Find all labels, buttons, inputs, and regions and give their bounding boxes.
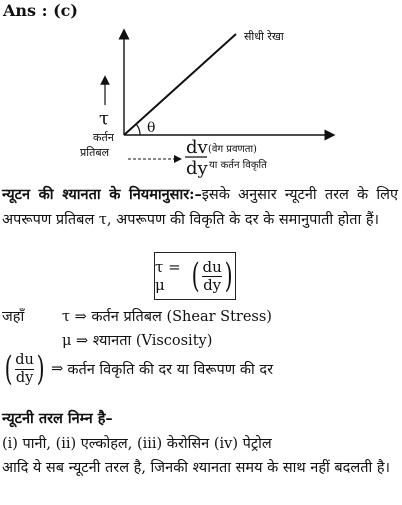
formula-den: dy xyxy=(203,275,222,294)
angle-label: θ xyxy=(147,120,156,136)
x-frac-num: dv xyxy=(186,137,208,158)
definition-mu: μ ⇒ श्यानता (Viscosity) xyxy=(62,333,213,349)
rate-fraction: $\frac{du}{dy}$ xyxy=(15,351,34,386)
line-label: सीधी रेखा xyxy=(244,30,284,43)
tau-symbol: τ xyxy=(99,108,109,129)
rate-text: कर्तन विकृति की दर या विरूपण की दर xyxy=(67,362,274,378)
newton-heading: न्यूटन की श्यानता के नियमानुसार:– xyxy=(2,186,202,203)
answer-label: Ans : (c) xyxy=(3,1,78,20)
y-label-line2: प्रतिबल xyxy=(80,146,110,159)
newton-text: इसके अनुसार न्यूटनी तरल के लिए अपरूपण प्रतिबल τ, अपरूपण की विकृति के दर के समानुपाती होता हैं। xyxy=(2,187,398,228)
formula-fraction xyxy=(202,257,222,294)
definition-tau: τ ⇒ कर्तन प्रतिबल (Shear Stress) xyxy=(62,309,272,325)
straight-line xyxy=(124,34,236,135)
y-label-line1: कर्तन xyxy=(93,131,114,144)
formula-lhs: τ = μ xyxy=(155,258,181,294)
fluids-heading: न्यूटनी तरल निम्न है– xyxy=(2,410,113,427)
fluids-note: आदि ये सब न्यूटनी तरल है, जिनकी श्यानता समय के साथ नहीं बदलती है। xyxy=(2,460,391,476)
newton-formula: τ = μ ( $\frac{du}{dy}$ ) xyxy=(154,252,236,300)
where-label: जहाँ xyxy=(2,309,25,325)
angle-arc xyxy=(136,124,140,135)
shear-stress-diagram xyxy=(0,20,402,180)
x-frac-den: dy xyxy=(186,158,208,179)
fluids-list: (i) पानी, (ii) एल्कोहल, (iii) केरोसिन (iv) पेट्रोल xyxy=(2,436,272,452)
newton-paragraph xyxy=(2,182,398,233)
x-label-top: (वेग प्रवणता) xyxy=(208,144,257,155)
formula-num: du xyxy=(202,257,222,276)
x-label-bottom: या कर्तन विकृति xyxy=(209,160,267,171)
rate-definition: ( $\frac{du}{dy}$ ) ⇒ कर्तन विकृति की दर या विरूपण की दर xyxy=(4,349,274,389)
